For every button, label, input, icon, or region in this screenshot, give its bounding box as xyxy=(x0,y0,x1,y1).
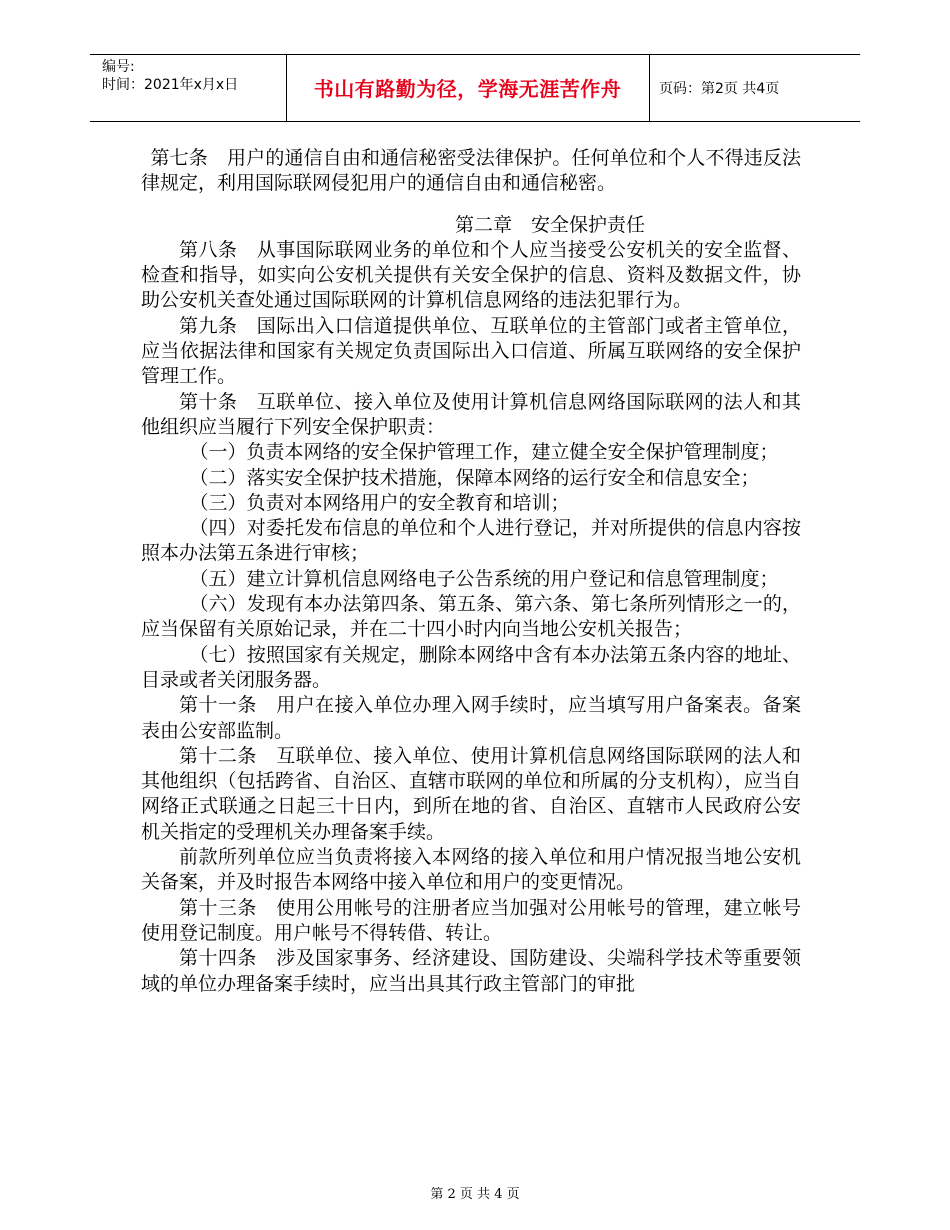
page-footer: 第 2 页 共 4 页 xyxy=(430,1187,520,1202)
article-7: 第七条 用户的通信自由和通信秘密受法律保护。任何单位和个人不得违反法律规定，利用国际联网侵犯用户的通信自由和通信秘密。 xyxy=(141,147,801,195)
list-item: （六）发现有本办法第四条、第五条、第六条、第七条所列情形之一的，应当保留有关原始记录，并在二十四小时内向当地公安机关报告； xyxy=(141,593,801,641)
article-12-paragraph-2: 前款所列单位应当负责将接入本网络的接入单位和用户情况报当地公安机关备案，并及时报告本网络中接入单位和用户的变更情况。 xyxy=(141,846,801,894)
document-date: 时间：2021年x月x日 xyxy=(102,77,239,93)
article-11: 第十一条 用户在接入单位办理入网手续时，应当填写用户备案表。备案表由公安部监制。 xyxy=(141,694,801,742)
article-12: 第十二条 互联单位、接入单位、使用计算机信息网络国际联网的法人和其他组织（包括跨省、自治区、直辖市联网的单位和所属的分支机构），应当自网络正式联通之日起三十日内，到所在地的省、自治区、直辖市人民政府公安机关指定的受理机关办理备案手续。 xyxy=(141,744,801,843)
header-top-rule xyxy=(90,54,860,55)
chapter-title: 第二章 安全保护责任 xyxy=(455,213,646,236)
header-bottom-rule xyxy=(90,121,860,122)
article-14: 第十四条 涉及国家事务、经济建设、国防建设、尖端科学技术等重要领域的单位办理备案手续时，应当出具其行政主管部门的审批 xyxy=(141,947,801,995)
header-divider-right xyxy=(649,54,650,121)
document-number-label: 编号: xyxy=(102,59,135,75)
header-meta xyxy=(102,58,238,94)
header-page-info: 页码：第2页 共4页 xyxy=(659,81,780,97)
list-item: （三）负责对本网络用户的安全教育和培训； xyxy=(189,491,570,514)
document-body xyxy=(141,146,801,997)
article-13: 第十三条 使用公用帐号的注册者应当加强对公用帐号的管理，建立帐号使用登记制度。用户帐号不得转借、转让。 xyxy=(141,896,801,944)
header-motto: 书山有路勤为径，学海无涯苦作舟 xyxy=(313,77,622,101)
list-item: （七）按照国家有关规定，删除本网络中含有本办法第五条内容的地址、目录或者关闭服务器。 xyxy=(141,643,801,691)
list-item: （二）落实安全保护技术措施，保障本网络的运行安全和信息安全； xyxy=(189,466,760,489)
article-9: 第九条 国际出入口信道提供单位、互联单位的主管部门或者主管单位，应当依据法律和国家有关规定负责国际出入口信道、所属互联网络的安全保护管理工作。 xyxy=(141,314,801,388)
list-item: （五）建立计算机信息网络电子公告系统的用户登记和信息管理制度； xyxy=(189,567,779,590)
list-item: （四）对委托发布信息的单位和个人进行登记，并对所提供的信息内容按照本办法第五条进行审核； xyxy=(141,517,801,565)
article-10: 第十条 互联单位、接入单位及使用计算机信息网络国际联网的法人和其他组织应当履行下列安全保护职责： xyxy=(141,390,801,438)
list-item: （一）负责本网络的安全保护管理工作，建立健全安全保护管理制度； xyxy=(189,441,779,464)
article-8: 第八条 从事国际联网业务的单位和个人应当接受公安机关的安全监督、检查和指导，如实向公安机关提供有关安全保护的信息、资料及数据文件，协助公安机关查处通过国际联网的计算机信息网络的违法犯罪行为。 xyxy=(141,238,801,312)
